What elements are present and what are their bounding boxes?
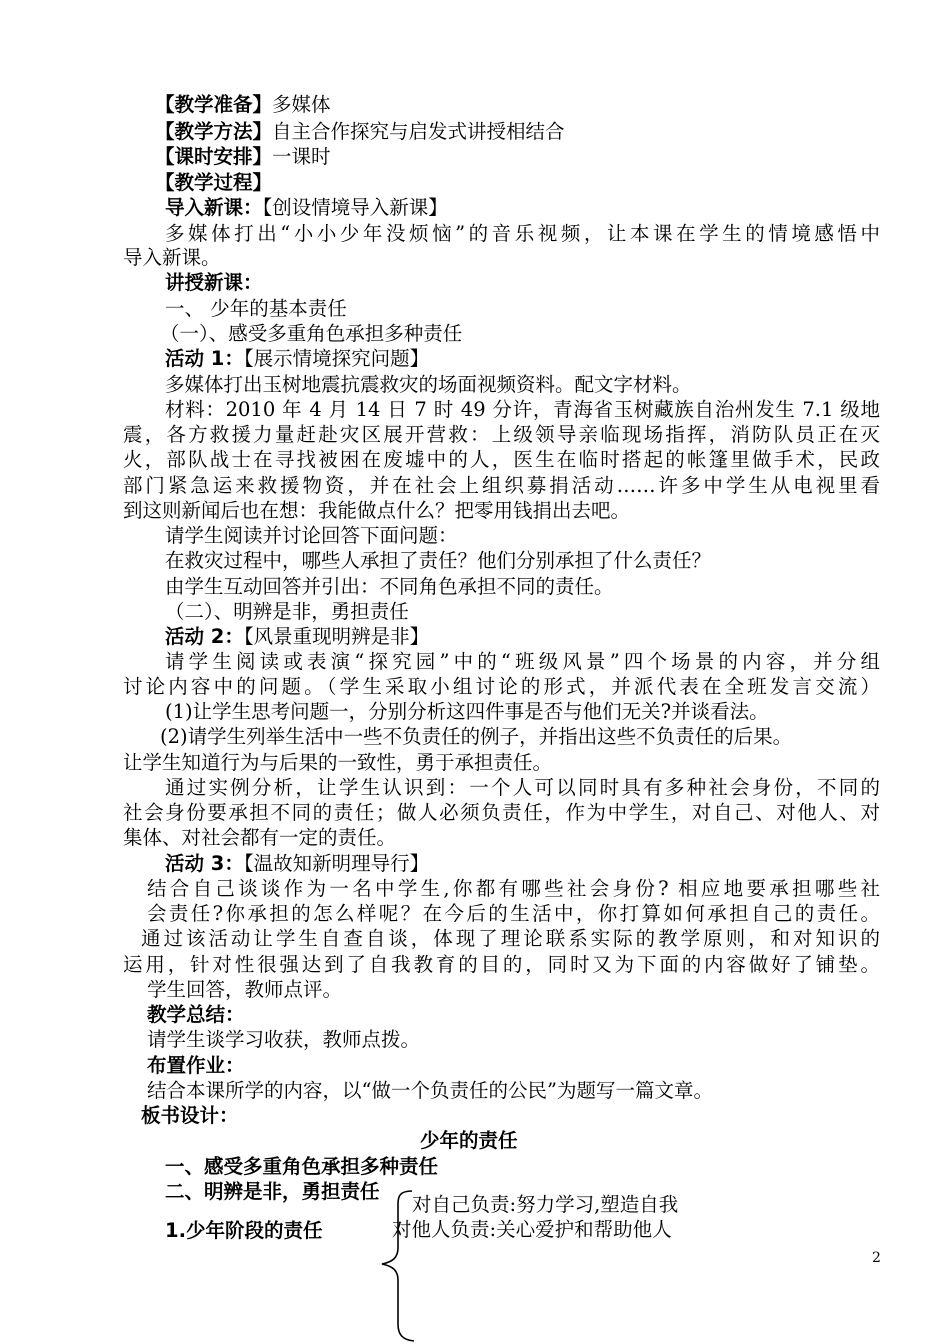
activity-2-line2: 讨论内容中的问题。（学生采取小组讨论的形式，并派代表在全班发言交流） — [123, 675, 880, 698]
material-line4: 部门紧急运来救援物资，并在社会上组织募捐活动……许多中学生从电视里看 — [123, 474, 880, 497]
activity-3-heading — [165, 852, 429, 876]
activity-2-line8: 集体、对社会都有一定的责任。 — [123, 826, 397, 849]
intro-paragraph-line1: 多媒体打出“小小少年没烦恼”的音乐视频，让本课在学生的情境感悟中 — [165, 222, 880, 245]
activity-1-text: 多媒体打出玉树地震抗震救灾的场面视频资料。配文字材料。 — [165, 373, 692, 396]
material-line3: 火，部队战士在寻找被困在废墟中的人，医生在临时搭起的帐篷里做手术，民政 — [123, 448, 880, 471]
board-responsibility-self: 对自己负责:努力学习,塑造自我 — [412, 1193, 679, 1216]
activity-2-line5: 让学生知道行为与后果的一致性，勇于承担责任。 — [123, 751, 553, 774]
activity-2-title: 【风景重现明辨是非】 — [243, 625, 430, 648]
question-text: 在救灾过程中，哪些人承担了责任？他们分别承担了什么责任？ — [165, 549, 712, 572]
intro-line — [165, 196, 448, 220]
page-number: 2 — [872, 1250, 881, 1266]
prep-line — [155, 93, 331, 117]
activity-2-line6: 通过实例分析，让学生认识到：一个人可以同时具有多种社会身份，不同的 — [165, 776, 880, 799]
material-line5: 到这则新闻后也在想：我能做点什么？把零用钱捐出去吧。 — [123, 499, 631, 522]
teach-label: 讲授新课： — [165, 271, 263, 294]
schedule-text: 一课时 — [272, 145, 331, 168]
material-line2: 震，各方救援力量赶赴灾区展开营救：上级领导亲临现场指挥，消防队员正在灭 — [123, 423, 880, 446]
board-item-2: 二、明辨是非，勇担责任 — [165, 1180, 380, 1203]
subsection-2-heading: （二）、明辨是非，勇担责任 — [165, 600, 409, 623]
answer-text: 由学生互动回答并引出：不同角色承担不同的责任。 — [165, 575, 614, 598]
activity-3-line5: 学生回答，教师点评。 — [147, 978, 343, 1001]
homework-text: 结合本课所学的内容，以“做一个负责任的公民”为题写一篇文章。 — [147, 1079, 713, 1102]
question-intro: 请学生阅读并讨论回答下面问题： — [165, 524, 458, 547]
activity-2-point2: (2)请学生列举生活中一些不负责任的例子，并指出这些不负责任的后果。 — [160, 725, 793, 748]
subsection-1-heading: （一）、感受多重角色承担多种责任 — [160, 322, 463, 345]
activity-1-heading — [165, 347, 429, 371]
intro-label: 导入新课： — [165, 196, 263, 219]
homework-label: 布置作业： — [147, 1054, 245, 1077]
schedule-line — [155, 145, 331, 169]
intro-title: 【创设情境导入新课】 — [262, 196, 448, 219]
activity-3-line4: 运用，针对性很强达到了自我教育的目的，同时又为下面的内容做好了铺垫。 — [123, 953, 880, 976]
board-responsibility-others: 对他人负责:关心爱护和帮助他人 — [392, 1218, 672, 1241]
activity-2-line7: 社会身份要承担不同的责任；做人必须负责任，作为中学生，对自己、对他人、对 — [123, 801, 880, 824]
activity-2-point1: (1)让学生思考问题一，分别分析这四件事是否与他们无关?并谈看法。 — [165, 700, 769, 723]
summary-label: 教学总结： — [147, 1003, 245, 1026]
board-label: 板书设计： — [141, 1104, 239, 1127]
method-line — [155, 120, 565, 144]
prep-label: 【教学准备】 — [155, 93, 273, 116]
summary-text: 请学生谈学习收获，教师点拨。 — [147, 1028, 421, 1051]
activity-1-title: 【展示情境探究问题】 — [243, 347, 430, 370]
activity-3-title: 【温故知新明理导行】 — [243, 852, 430, 875]
board-stage-label: 1.少年阶段的责任 — [165, 1219, 323, 1242]
activity-3-line1: 结合自己谈谈作为一名中学生,你都有哪些社会身份? 相应地要承担哪些社 — [147, 877, 880, 900]
prep-text: 多媒体 — [272, 93, 331, 116]
activity-3-line2: 会责任?你承担的怎么样呢？在今后的生活中，你打算如何承担自己的责任。 — [147, 902, 880, 925]
activity-3-line3: 通过该活动让学生自查自谈，体现了理论联系实际的教学原则，和对知识的 — [141, 927, 880, 950]
method-label: 【教学方法】 — [155, 120, 273, 143]
activity-1-label: 活动 1： — [165, 347, 244, 370]
schedule-label: 【课时安排】 — [155, 145, 273, 168]
board-title: 少年的责任 — [420, 1129, 518, 1152]
activity-3-label: 活动 3： — [165, 852, 244, 875]
method-text: 自主合作探究与启发式讲授相结合 — [272, 120, 565, 143]
section-1-heading: 一、 少年的基本责任 — [165, 297, 347, 320]
activity-2-label: 活动 2： — [165, 625, 244, 648]
activity-2-line1: 请学生阅读或表演“探究园”中的“班级风景”四个场景的内容，并分组 — [165, 650, 880, 673]
process-label: 【教学过程】 — [155, 171, 273, 194]
curly-brace-icon — [370, 1188, 420, 1344]
intro-paragraph-line2: 导入新课。 — [123, 246, 221, 269]
board-item-1: 一、感受多重角色承担多种责任 — [165, 1155, 439, 1178]
material-line1: 材料：2010 年 4 月 14 日 7 时 49 分许，青海省玉树藏族自治州发生 7.1 级地 — [165, 398, 880, 421]
activity-2-heading — [165, 625, 429, 649]
